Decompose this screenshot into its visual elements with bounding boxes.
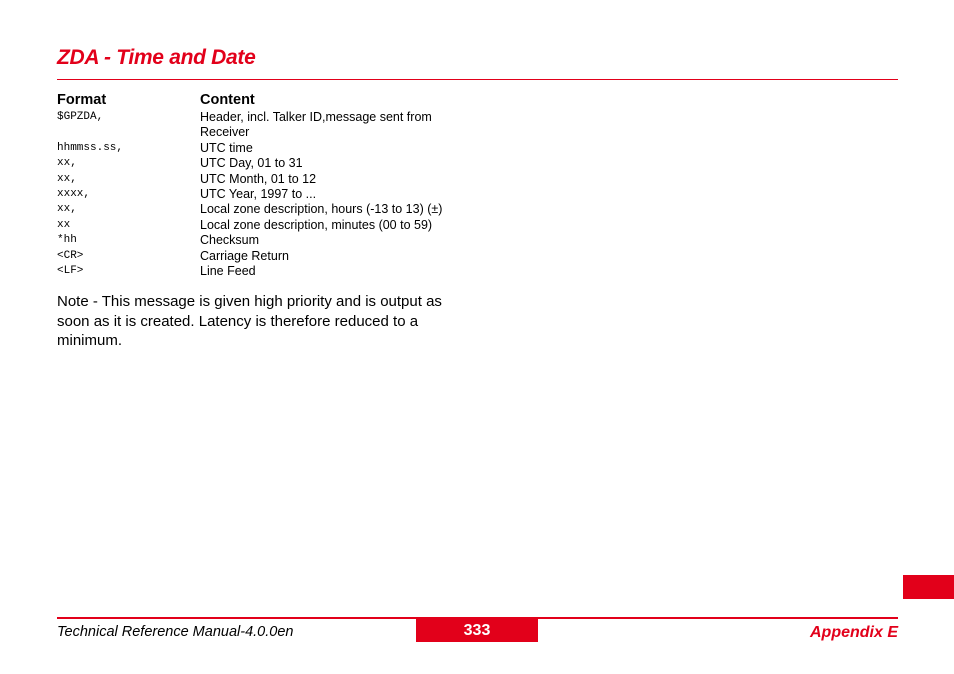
table-row [57, 233, 477, 248]
table-row [57, 156, 477, 171]
content-cell: Local zone description, minutes (00 to 59) [200, 217, 433, 232]
title-divider [57, 79, 898, 80]
format-cell: xx, [57, 172, 77, 185]
format-cell: $GPZDA, [57, 111, 104, 123]
section-label: Appendix E [809, 624, 898, 641]
content-cell: UTC Month, 01 to 12 [200, 171, 317, 186]
table-row [57, 187, 477, 202]
content-cell: UTC Day, 01 to 31 [200, 156, 303, 171]
table-row [57, 218, 477, 233]
format-cell: xx, [57, 203, 77, 216]
manual-title: Technical Reference Manual-4.0.0en [57, 624, 294, 640]
format-cell: xx, [57, 157, 77, 170]
format-table [57, 92, 477, 279]
table-row [57, 249, 477, 264]
format-cell: xx [57, 218, 71, 231]
content-cell: Carriage Return [200, 248, 289, 263]
table-row [57, 264, 477, 279]
format-cell: <LF> [57, 265, 84, 278]
content-cell: UTC Year, 1997 to ... [200, 187, 317, 202]
page-title: ZDA - Time and Date [57, 46, 256, 69]
content-cell: Checksum [200, 233, 260, 248]
content-cell: Line Feed [200, 264, 256, 279]
content-cell: Header, incl. Talker ID,message sent from Receiver [200, 110, 432, 140]
table-row [57, 110, 477, 141]
table-row [57, 141, 477, 156]
format-cell: <CR> [57, 249, 84, 262]
format-cell: hhmmss.ss, [57, 141, 124, 154]
format-cell: *hh [57, 234, 77, 247]
content-cell: Local zone description, hours (-13 to 13) (±) [200, 202, 443, 217]
content-cell: UTC time [200, 140, 253, 155]
note-paragraph: Note - This message is given high priority and is output as soon as it is created. Latency is therefore reduced to a minimum. [57, 293, 442, 349]
table-header [57, 92, 477, 110]
page-number: 333 [416, 619, 538, 642]
column-header-format: Format [57, 92, 107, 108]
column-header-content: Content [200, 92, 255, 108]
table-row [57, 202, 477, 217]
table-row [57, 172, 477, 187]
format-cell: xxxx, [57, 188, 91, 201]
chapter-tab-marker [903, 575, 954, 599]
